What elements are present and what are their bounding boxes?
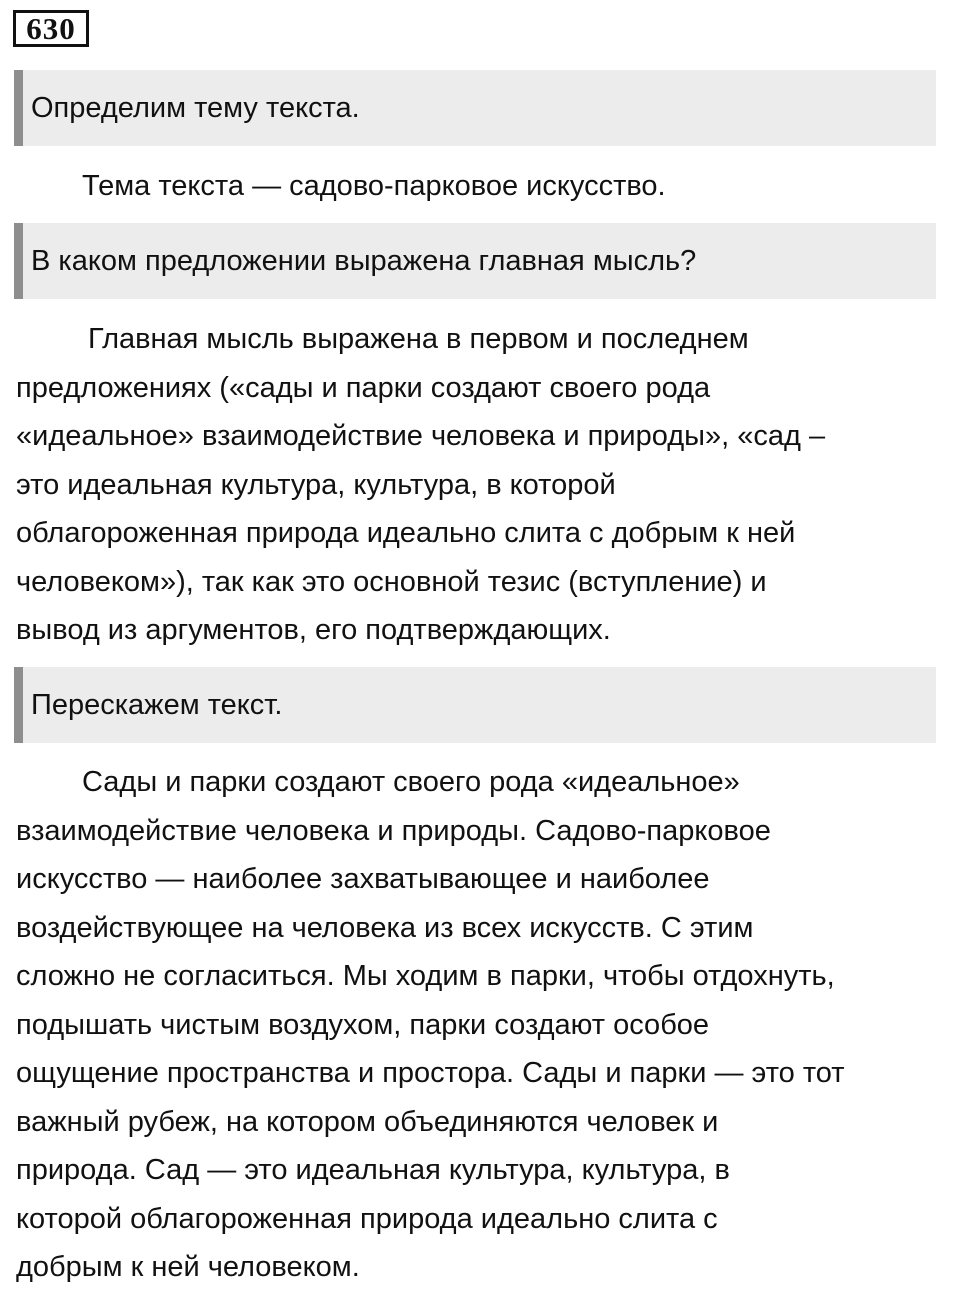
exercise-number: 630: [13, 10, 89, 47]
answer-2-line-5: облагороженная природа идеально слита с добрым к ней: [16, 517, 796, 549]
answer-2-line-3: «идеальное» взаимодействие человека и природы», «сад –: [16, 420, 826, 452]
answer-2-line-2: предложениях («сады и парки создают своего рода: [16, 371, 711, 404]
question-3: Перескажем текст.: [14, 667, 936, 743]
answer-3-line-1: Сады и парки создают своего рода «идеальное»: [82, 766, 740, 798]
answer-2-line-6: человеком»), так как это основной тезис (вступление) и: [16, 565, 767, 598]
answer-3: [16, 758, 951, 1292]
answer-3-line-9: природа. Сад — это идеальная культура, культура, в: [16, 1154, 730, 1186]
answer-3-line-4: воздействующее на человека из всех искусств. С этим: [16, 911, 754, 944]
answer-3-line-8: важный рубеж, на котором объединяются человек и: [16, 1105, 719, 1138]
answer-2-line-4: это идеальная культура, культура, в которой: [16, 468, 616, 501]
answer-1-line-1: Тема текста — садово-парковое искусство.: [82, 170, 666, 202]
answer-3-line-2: взаимодействие человека и природы. Садово-парковое: [16, 814, 771, 847]
answer-3-line-3: искусство — наиболее захватывающее и наиболее: [16, 863, 710, 895]
answer-3-line-5: сложно не согласиться. Мы ходим в парки, чтобы отдохнуть,: [16, 960, 835, 992]
answer-3-line-6: подышать чистым воздухом, парки создают особое: [16, 1008, 710, 1041]
answer-3-line-11: добрым к ней человеком.: [16, 1251, 360, 1283]
question-2: В каком предложении выражена главная мысль?: [14, 223, 936, 299]
question-1: Определим тему текста.: [14, 70, 936, 146]
answer-2-line-7: вывод из аргументов, его подтверждающих.: [16, 614, 611, 646]
answer-3-line-10: которой облагороженная природа идеально слита с: [16, 1202, 718, 1235]
answer-2: [16, 315, 951, 655]
answer-3-line-7: ощущение пространства и простора. Сады и парки — это тот: [16, 1057, 845, 1089]
answer-2-line-1: Главная мысль выражена в первом и последнем: [88, 323, 749, 355]
answer-1: [16, 162, 951, 211]
